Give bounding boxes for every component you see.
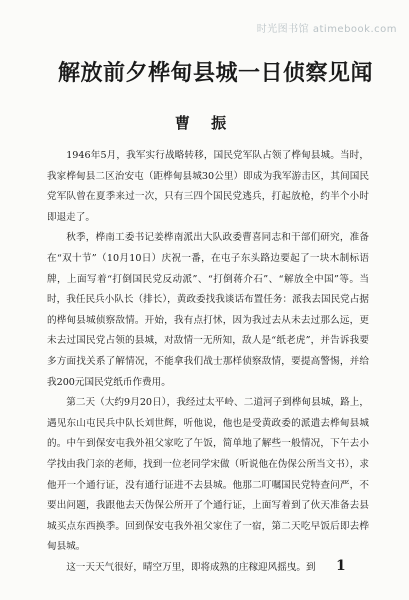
page-number: 1 (336, 558, 346, 574)
paragraph: 这一天天气很好，晴空万里，即将成熟的庄稼迎风摇曳。到 (66, 561, 316, 573)
article-title: 解放前夕桦甸县城一日侦察见闻 (58, 60, 374, 86)
paragraph: 1946年5月，我军实行战略转移，国民党军队占领了桦甸县城。当时，我家桦甸县二区治安屯（距桦甸县城30公里）即成为我军游击区，其间国民党军队曾在夏季来过一次，只有三四个国民党逃兵，打起放枪，约半个小时即退走了。 (47, 150, 369, 223)
watermark: 时光图书馆 atimebook.com (256, 24, 397, 35)
paragraph: 秋季，桦南工委书记姜桦南派出大队政委曹喜同志和干部们研究，准备在“双十节”（10月10日）庆祝一番，在屯子东头路边要起了一块木制标语牌，上面写着“打倒国民党反动派”、“打倒蒋介石”、“解放全中国”等。当时，我任民兵小队长（排长），黄政委找我谈话布置任务：派我去国民党占据的桦甸县城侦察敌情。开始，我有点打怵，因为我过去从未去过那么远，更未去过国民党占领的县城，对敌情一无所知，敌人是“纸老虎”，并告诉我要多方面找关系了解情况，不能拿我们战士那样侦察敌情，要提高警惕，并给我200元国民党纸币作费用。 (47, 232, 369, 388)
paragraph: 第二天（大约9月20日），我经过太平岭、二道河子到桦甸县城，路上，遇见东山屯民兵中队长刘世辉，听他说，他也是受黄政委的派遣去桦甸县城的。中午到保安屯我外祖父家吃了午饭，简单地了解些一般情况，下午去小学找由我门亲的老师，找到一位老同学宋做（听说他在伪保公所当文书），求他开一个通行证，没有通行证进不去县城。他那二叮嘱国民党特查问严，不要出问题，我跟他去天伪保公所开了个通行证，上面写着到了伙天准备去县城买点东西换季。回到保安屯我外祖父家住了一宿，第二天吃早饭后即去桦甸县城。 (47, 397, 369, 553)
article-body (47, 146, 369, 578)
article-author: 曹 振 (174, 114, 235, 132)
